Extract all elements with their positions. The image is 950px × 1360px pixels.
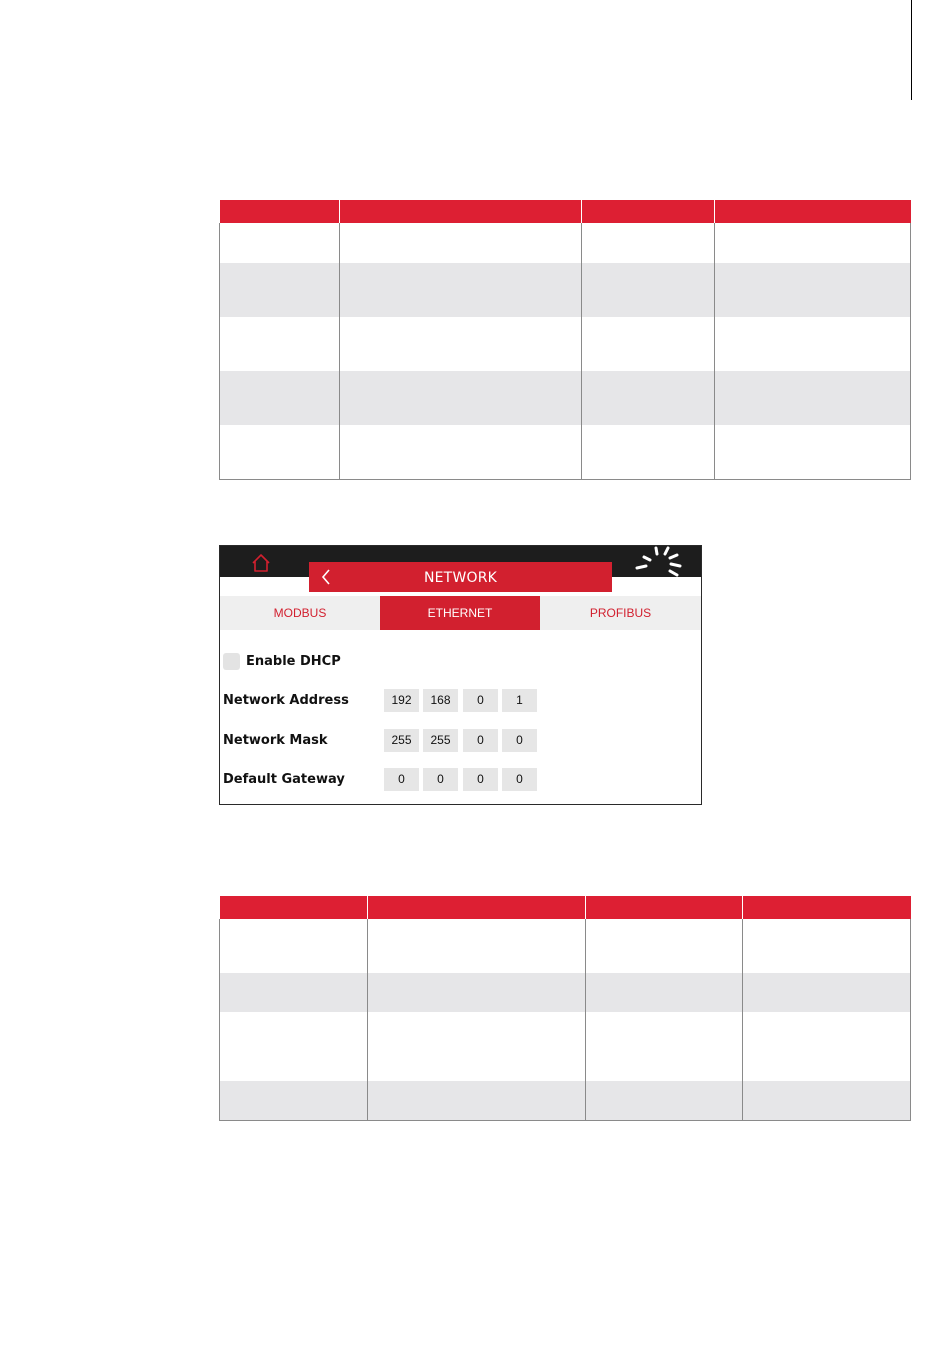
table-bottom	[219, 896, 911, 1121]
table-cell	[586, 1012, 743, 1081]
default-gateway-octet-2[interactable]	[423, 768, 458, 791]
table-cell	[743, 1012, 911, 1081]
table-cell	[743, 919, 911, 973]
tab-ethernet[interactable]	[380, 596, 540, 630]
table-row	[220, 371, 911, 425]
table-cell	[743, 973, 911, 1012]
network-mask-label: Network Mask	[223, 733, 328, 748]
table-cell	[340, 425, 582, 479]
network-mask-octet-3[interactable]	[463, 729, 498, 752]
table-cell	[582, 223, 715, 263]
table-cell	[586, 919, 743, 973]
network-mask-octet-2[interactable]	[423, 729, 458, 752]
table-cell	[715, 263, 911, 317]
table-cell	[368, 919, 586, 973]
table-cell	[220, 371, 340, 425]
network-address-octet-3[interactable]	[463, 689, 498, 712]
tab-modbus[interactable]	[220, 596, 380, 630]
table-cell	[582, 371, 715, 425]
page-title: NETWORK	[423, 570, 498, 586]
network-mask-octet-4[interactable]	[502, 729, 537, 752]
table-row	[220, 317, 911, 371]
tab-profibus[interactable]	[540, 596, 701, 630]
table-cell	[715, 371, 911, 425]
table-header-cell	[368, 896, 586, 919]
default-gateway-octet-1[interactable]	[384, 768, 419, 791]
network-address-octet-1[interactable]	[384, 689, 419, 712]
spinner-icon	[630, 546, 701, 582]
table-cell	[220, 919, 368, 973]
network-mask-octet-1[interactable]	[384, 729, 419, 752]
table-row	[220, 425, 911, 479]
table-row	[220, 223, 911, 263]
table-cell	[340, 223, 582, 263]
table-top	[219, 200, 911, 480]
table-header-cell	[582, 200, 715, 223]
tab-label: ETHERNET	[427, 606, 493, 620]
table-header-cell	[220, 896, 368, 919]
screen-title-bar	[309, 562, 612, 592]
enable-dhcp-label: Enable DHCP	[246, 654, 341, 669]
table-cell	[368, 973, 586, 1012]
table-cell	[586, 973, 743, 1012]
table-header-cell	[220, 200, 340, 223]
table-cell	[582, 425, 715, 479]
table-cell	[220, 973, 368, 1012]
table-row	[220, 1081, 911, 1120]
table-header-cell	[715, 200, 911, 223]
table-cell	[368, 1012, 586, 1081]
table-cell	[340, 317, 582, 371]
table-cell	[582, 263, 715, 317]
home-icon[interactable]	[250, 552, 272, 574]
network-address-octet-2[interactable]	[423, 689, 458, 712]
table-cell	[715, 317, 911, 371]
default-gateway-octet-4[interactable]	[502, 768, 537, 791]
table-cell	[220, 317, 340, 371]
table-cell	[220, 1081, 368, 1120]
network-settings-screen	[219, 545, 702, 805]
table-cell	[340, 371, 582, 425]
network-address-octet-4[interactable]	[502, 689, 537, 712]
tab-label: MODBUS	[273, 606, 327, 620]
table-cell	[220, 425, 340, 479]
table-row	[220, 263, 911, 317]
table-cell	[586, 1081, 743, 1120]
network-address-label: Network Address	[223, 693, 349, 708]
default-gateway-label: Default Gateway	[223, 772, 345, 787]
tab-label: PROFIBUS	[589, 606, 652, 620]
table-header-row	[220, 896, 911, 919]
protocol-tabs	[220, 596, 701, 630]
table-cell	[582, 317, 715, 371]
table-cell	[340, 263, 582, 317]
table-header-cell	[340, 200, 582, 223]
table-cell	[715, 425, 911, 479]
table-row	[220, 973, 911, 1012]
table-cell	[220, 1012, 368, 1081]
enable-dhcp-checkbox[interactable]	[223, 653, 240, 670]
table-cell	[220, 263, 340, 317]
table-cell	[715, 223, 911, 263]
table-row	[220, 1012, 911, 1081]
page-margin-rule	[911, 0, 912, 100]
table-cell	[220, 223, 340, 263]
table-header-cell	[743, 896, 911, 919]
table-cell	[368, 1081, 586, 1120]
table-row	[220, 919, 911, 973]
table-header-cell	[586, 896, 743, 919]
table-cell	[743, 1081, 911, 1120]
default-gateway-octet-3[interactable]	[463, 768, 498, 791]
table-header-row	[220, 200, 911, 223]
